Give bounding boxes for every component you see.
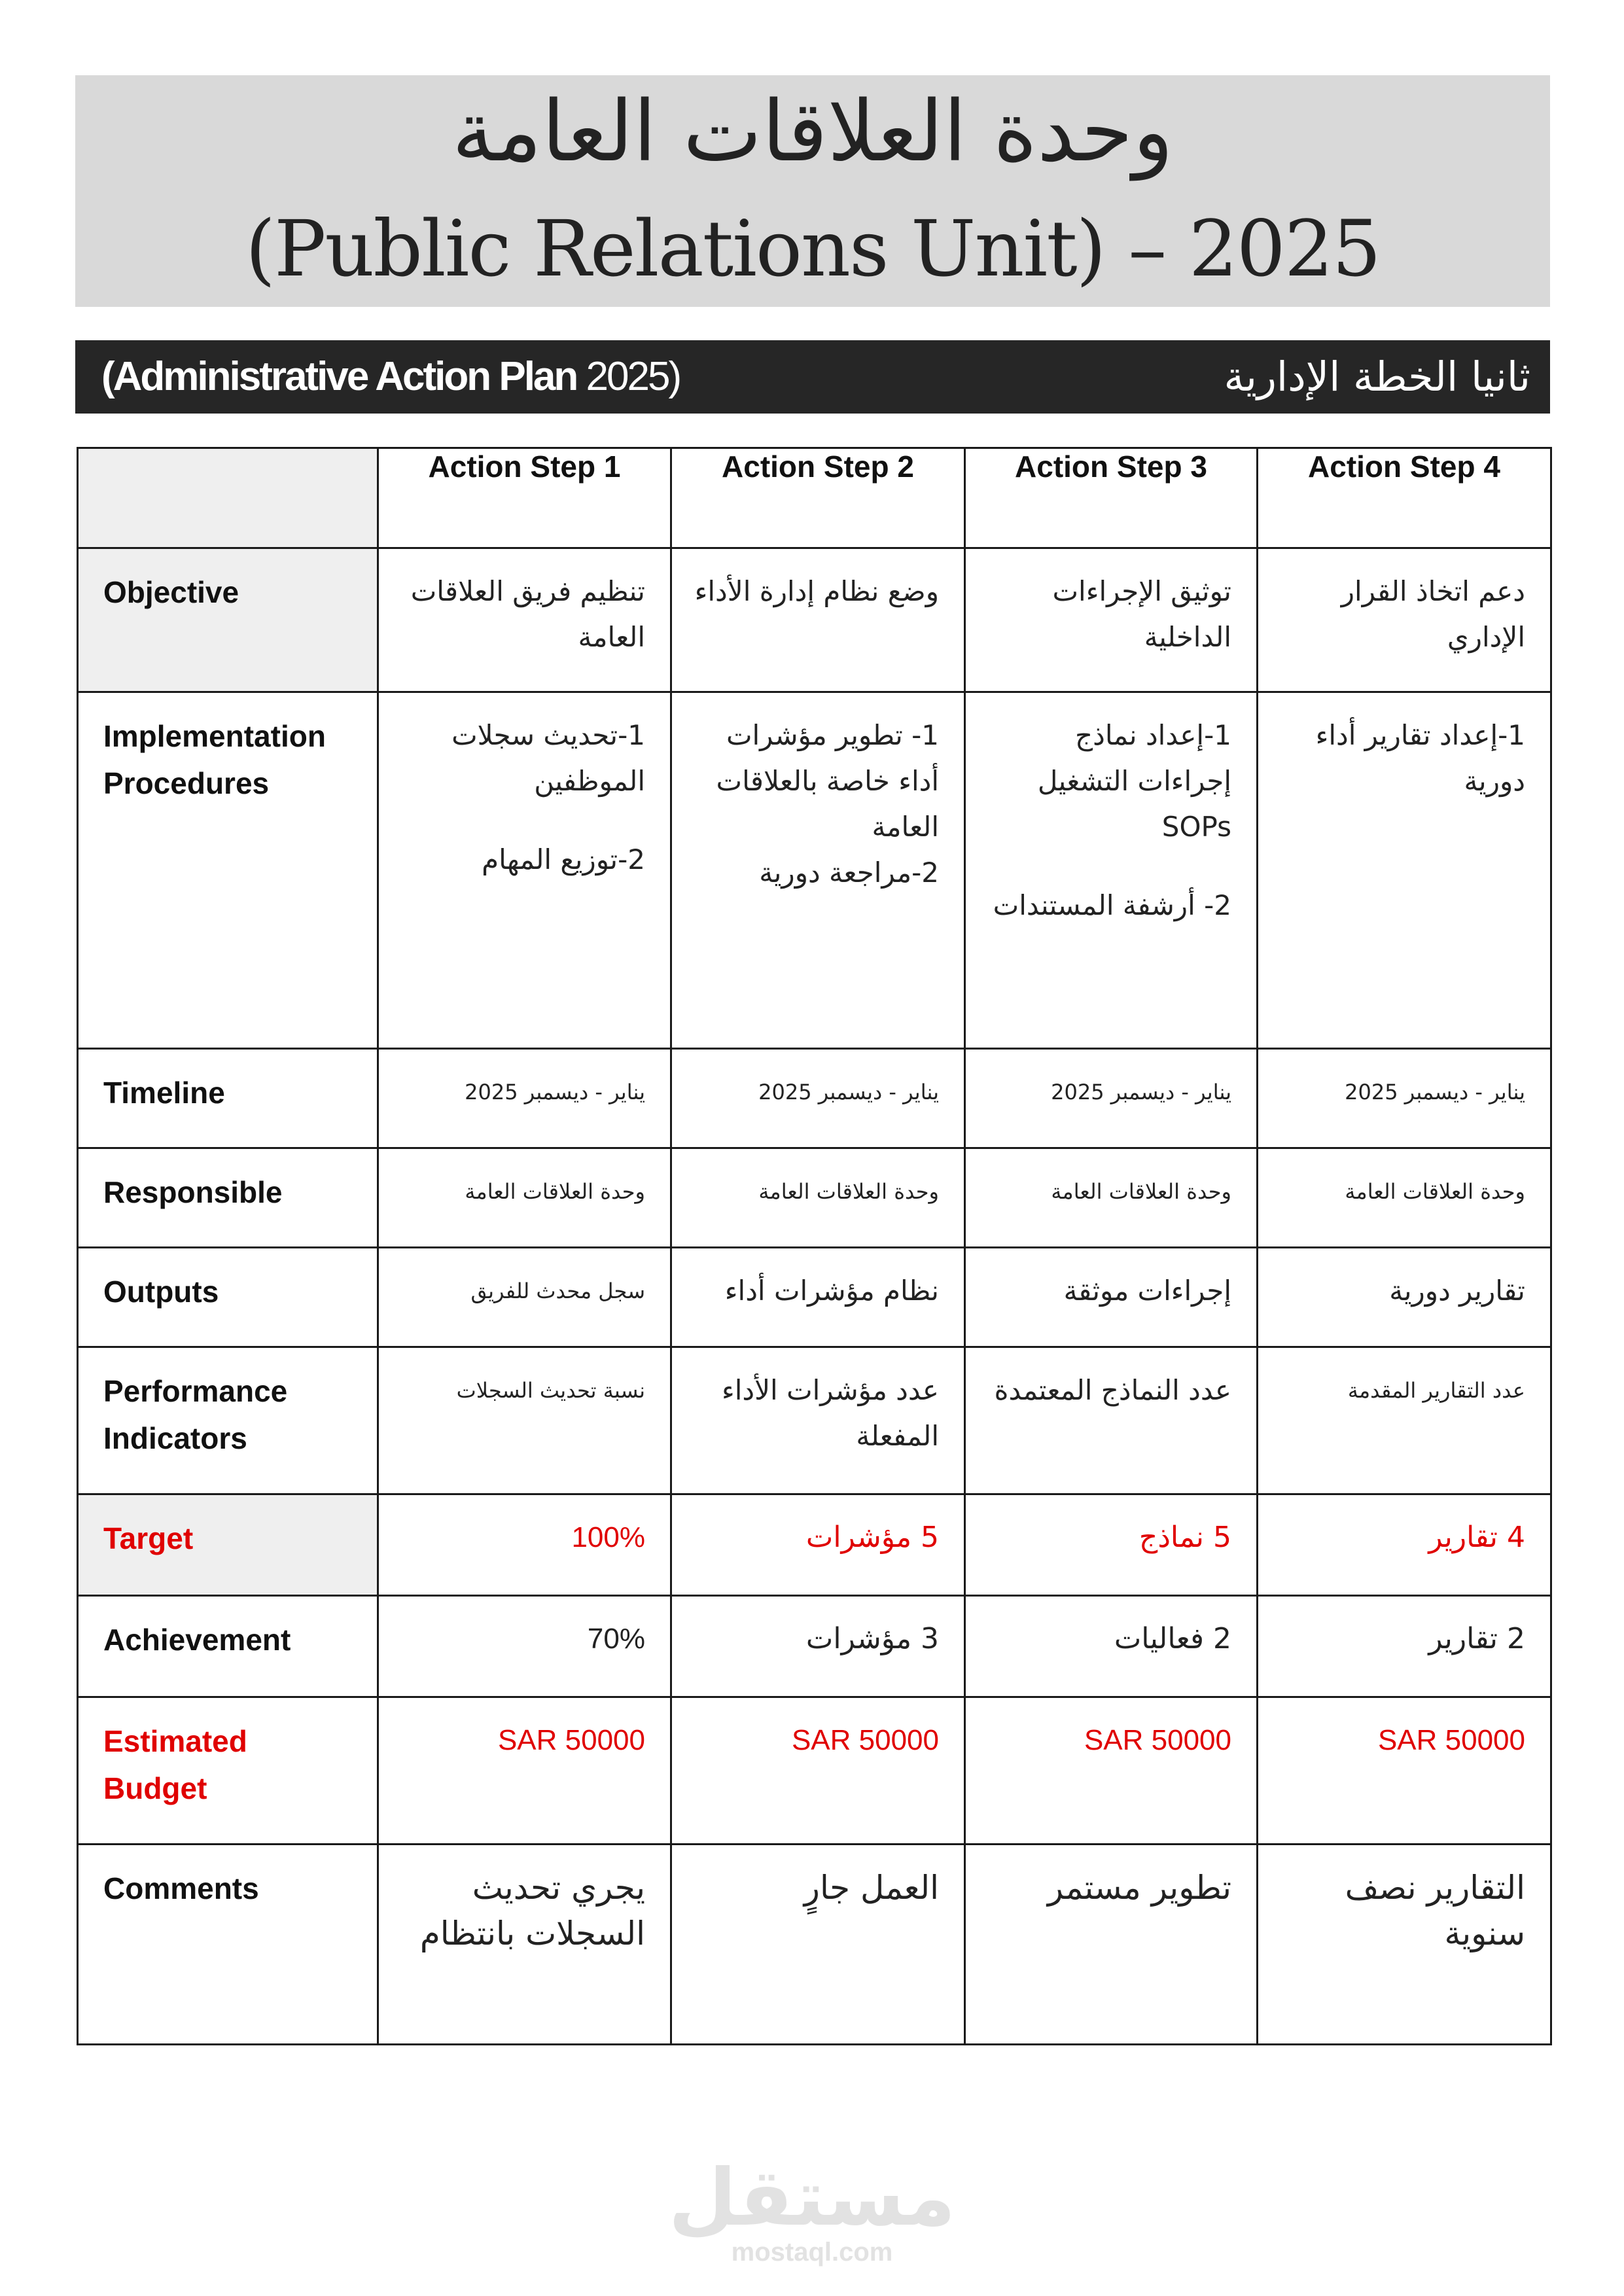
section-bar: [75, 340, 1550, 414]
budget-cell: SAR 50000: [1258, 1697, 1551, 1845]
budget-cell: SAR 50000: [378, 1697, 671, 1845]
header-step-1: Action Step 1: [378, 448, 671, 548]
label-line: Budget: [103, 1771, 207, 1805]
implementation-cell: [1258, 692, 1551, 1049]
implementation-cell: [965, 692, 1258, 1049]
responsible-cell: وحدة العلاقات العامة: [671, 1148, 965, 1248]
indicator-cell: عدد النماذج المعتمدة: [965, 1347, 1258, 1494]
procedure-item: 2-مراجعة دورية: [759, 857, 939, 889]
comment-cell: العمل جارٍ: [671, 1845, 965, 2045]
label-implementation: [78, 692, 378, 1049]
label-line: Performance: [103, 1374, 288, 1408]
outputs-cell: نظام مؤشرات أداء: [671, 1248, 965, 1347]
row-outputs: [78, 1248, 1551, 1347]
comment-cell: يجري تحديث السجلات بانتظام: [378, 1845, 671, 2045]
achievement-cell: 3 مؤشرات: [671, 1596, 965, 1697]
page-title-arabic: وحدة العلاقات العامة: [451, 83, 1174, 181]
row-achievement: [78, 1596, 1551, 1697]
procedure-item: 1-إعداد تقارير أداء دورية: [1315, 719, 1525, 797]
objective-cell: دعم اتخاذ القرار الإداري: [1258, 548, 1551, 692]
label-achievement: Achievement: [78, 1596, 378, 1697]
procedure-item: 2-توزيع المهام: [482, 843, 645, 875]
achievement-cell: 70%: [378, 1596, 671, 1697]
header-step-2: Action Step 2: [671, 448, 965, 548]
row-target: [78, 1494, 1551, 1596]
section-title-year: 2025): [586, 354, 680, 399]
objective-cell: توثيق الإجراءات الداخلية: [965, 548, 1258, 692]
label-line: Implementation: [103, 719, 326, 753]
watermark-logo: مستقل: [668, 2153, 956, 2244]
target-cell: 100%: [378, 1494, 671, 1596]
procedure-item: 1- تطوير مؤشرات أداء خاصة بالعلاقات العامة: [716, 719, 939, 843]
label-budget: [78, 1697, 378, 1845]
row-indicators: [78, 1347, 1551, 1494]
label-indicators: [78, 1347, 378, 1494]
label-comments: Comments: [78, 1845, 378, 2045]
outputs-cell: إجراءات موثقة: [965, 1248, 1258, 1347]
procedure-item: 2- أرشفة المستندات: [993, 889, 1231, 921]
timeline-cell: يناير - ديسمبر 2025: [671, 1049, 965, 1148]
comment-cell: التقارير نصف سنوية: [1258, 1845, 1551, 2045]
indicator-cell: عدد التقارير المقدمة: [1258, 1347, 1551, 1494]
section-title-arabic: ثانيا الخطة الإدارية: [1224, 353, 1530, 400]
row-budget: [78, 1697, 1551, 1845]
label-line: Indicators: [103, 1421, 247, 1455]
outputs-cell: تقارير دورية: [1258, 1248, 1551, 1347]
timeline-cell: يناير - ديسمبر 2025: [1258, 1049, 1551, 1148]
title-box: [75, 75, 1550, 307]
responsible-cell: وحدة العلاقات العامة: [378, 1148, 671, 1248]
achievement-cell: 2 فعاليات: [965, 1596, 1258, 1697]
responsible-cell: وحدة العلاقات العامة: [965, 1148, 1258, 1248]
label-target: Target: [78, 1494, 378, 1596]
row-objective: [78, 548, 1551, 692]
section-title-bold: (Administrative Action Plan: [101, 354, 577, 399]
indicator-cell: عدد مؤشرات الأداء المفعلة: [671, 1347, 965, 1494]
label-line: Procedures: [103, 766, 270, 800]
outputs-cell: سجل محدث للفريق: [378, 1248, 671, 1347]
procedure-item: 1-تحديث سجلات الموظفين: [451, 719, 645, 797]
target-cell: 5 مؤشرات: [671, 1494, 965, 1596]
header-blank-cell: [78, 448, 378, 548]
timeline-cell: يناير - ديسمبر 2025: [965, 1049, 1258, 1148]
comment-cell: تطوير مستمر: [965, 1845, 1258, 2045]
target-cell: 4 تقارير: [1258, 1494, 1551, 1596]
target-cell: 5 نماذج: [965, 1494, 1258, 1596]
budget-cell: SAR 50000: [671, 1697, 965, 1845]
label-line: Estimated: [103, 1724, 247, 1758]
row-timeline: [78, 1049, 1551, 1148]
row-implementation: [78, 692, 1551, 1049]
label-objective: Objective: [78, 548, 378, 692]
label-outputs: Outputs: [78, 1248, 378, 1347]
indicator-cell: نسبة تحديث السجلات: [378, 1347, 671, 1494]
objective-cell: وضع نظام إدارة الأداء: [671, 548, 965, 692]
responsible-cell: وحدة العلاقات العامة: [1258, 1148, 1551, 1248]
header-step-3: Action Step 3: [965, 448, 1258, 548]
watermark-url: mostaql.com: [731, 2238, 893, 2267]
procedure-item: 1-إعداد نماذج إجراءات التشغيل SOPs: [1037, 719, 1231, 843]
section-title-english: [101, 340, 680, 414]
implementation-cell: [671, 692, 965, 1049]
header-step-4: Action Step 4: [1258, 448, 1551, 548]
row-responsible: [78, 1148, 1551, 1248]
header-row: [78, 448, 1551, 548]
achievement-cell: 2 تقارير: [1258, 1596, 1551, 1697]
label-responsible: Responsible: [78, 1148, 378, 1248]
implementation-cell: [378, 692, 671, 1049]
objective-cell: تنظيم فريق العلاقات العامة: [378, 548, 671, 692]
action-plan-table: [77, 447, 1552, 2045]
label-timeline: Timeline: [78, 1049, 378, 1148]
timeline-cell: يناير - ديسمبر 2025: [378, 1049, 671, 1148]
page-title-english: (Public Relations Unit) – 2025: [245, 203, 1381, 294]
budget-cell: SAR 50000: [965, 1697, 1258, 1845]
row-comments: [78, 1845, 1551, 2045]
